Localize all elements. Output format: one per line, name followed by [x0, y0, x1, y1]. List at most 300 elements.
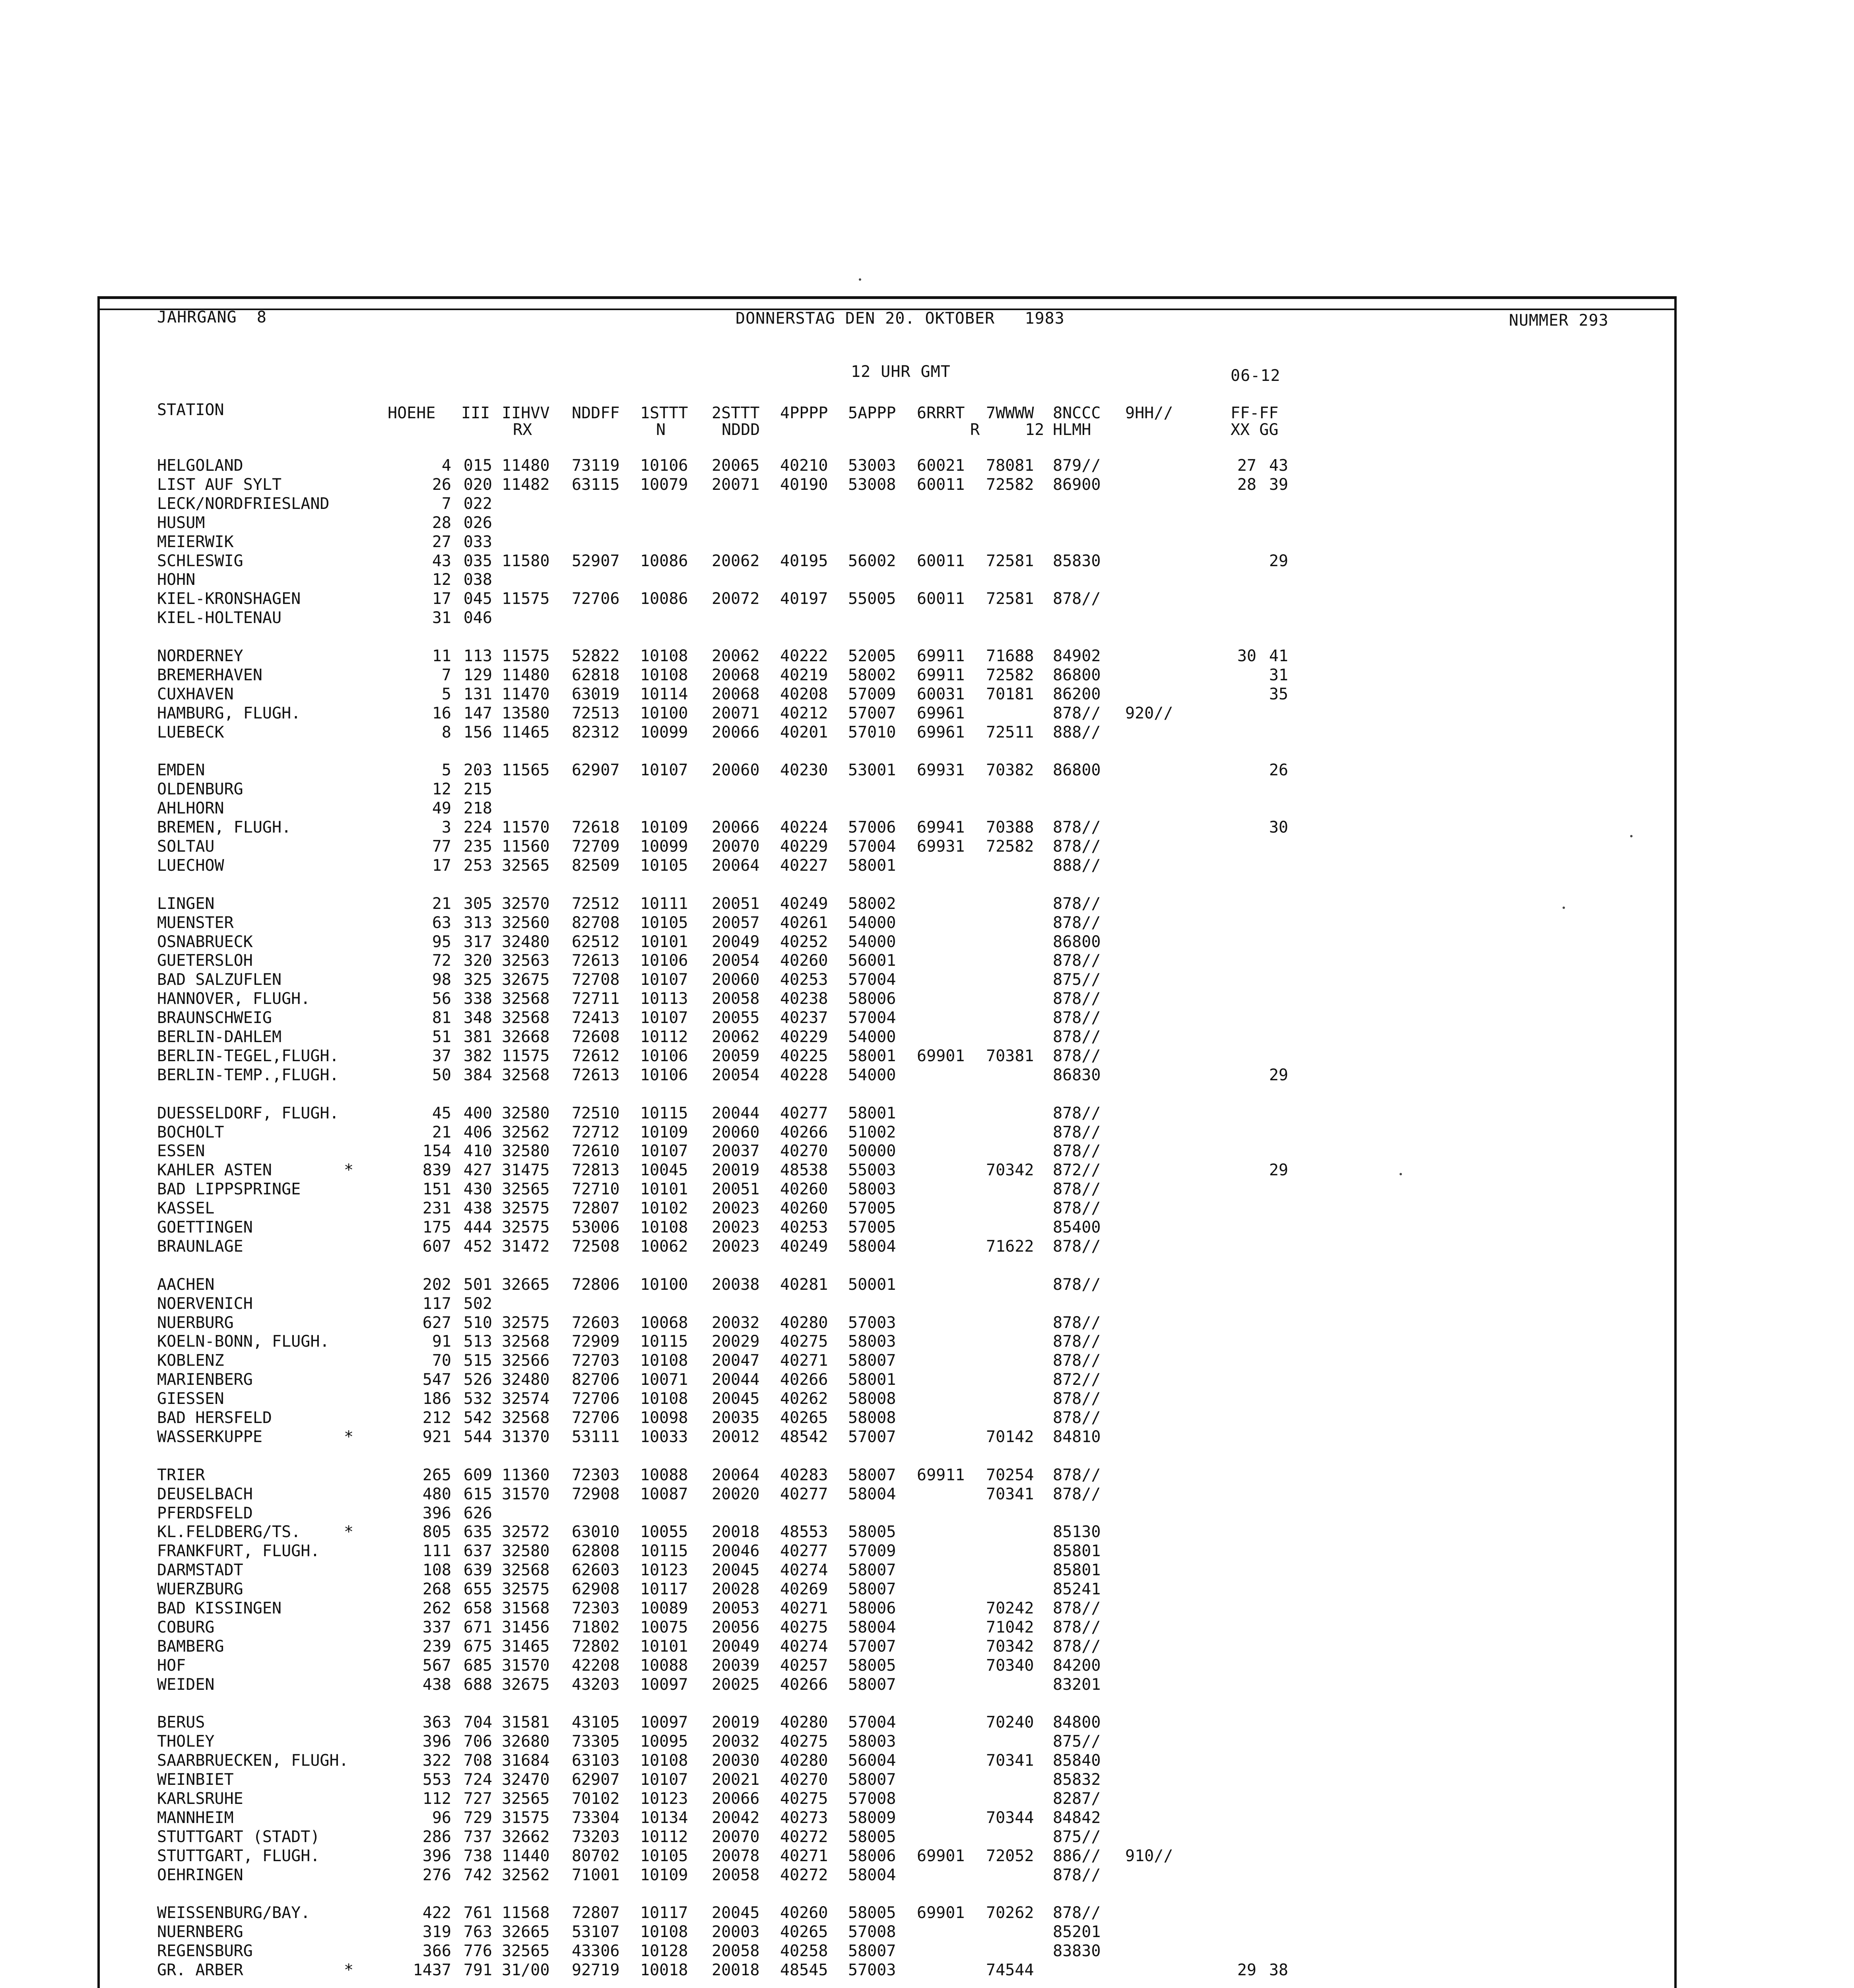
synop-group: 878// — [1053, 818, 1101, 837]
station-name: BERLIN-TEMP.,FLUGH. — [157, 1066, 339, 1084]
synop-group: 20066 — [712, 1790, 760, 1808]
synop-group: 40227 — [780, 856, 828, 875]
synop-group: 10095 — [640, 1732, 688, 1751]
station-name: SCHLESWIG — [157, 552, 243, 570]
synop-group: 71042 — [986, 1618, 1034, 1637]
station-name: AHLHORN — [157, 799, 224, 817]
synop-group: 11575 — [502, 647, 550, 665]
synop-group: 10086 — [640, 590, 688, 608]
synop-group: 70342 — [986, 1637, 1034, 1656]
station-index: 658 — [463, 1599, 492, 1617]
mountain-station-marker: * — [344, 1961, 354, 1979]
synop-group: 20046 — [712, 1542, 760, 1560]
synop-group: 85840 — [1053, 1751, 1101, 1770]
station-name: OLDENBURG — [157, 780, 243, 798]
synop-group: 86830 — [1053, 1066, 1101, 1084]
table-row — [0, 571, 1854, 589]
synop-group: 20062 — [712, 647, 760, 665]
station-name: BAD KISSINGEN — [157, 1599, 282, 1617]
station-height: 50 — [432, 1066, 451, 1084]
station-index: 348 — [463, 1009, 492, 1027]
synop-group: 57004 — [848, 1009, 896, 1027]
synop-group: 58007 — [848, 1466, 896, 1484]
synop-group: 58001 — [848, 856, 896, 875]
synop-group: 20023 — [712, 1199, 760, 1217]
synop-group: 11482 — [502, 476, 550, 494]
synop-group: 20055 — [712, 1009, 760, 1027]
table-row — [0, 590, 1854, 608]
synop-group: 10108 — [640, 1390, 688, 1408]
synop-group: 40273 — [780, 1809, 828, 1827]
synop-group: 20051 — [712, 895, 760, 913]
synop-group: 85400 — [1053, 1218, 1101, 1237]
synop-group: 11570 — [502, 818, 550, 837]
synop-group: 53003 — [848, 456, 896, 475]
synop-group: 70262 — [986, 1904, 1034, 1922]
station-name: STUTTGART (STADT) — [157, 1828, 320, 1846]
synop-group: 72581 — [986, 590, 1034, 608]
station-height: 5 — [441, 685, 451, 703]
station-height: 319 — [422, 1923, 451, 1941]
station-height: 21 — [432, 1123, 451, 1142]
synop-group: 48538 — [780, 1161, 828, 1179]
synop-group: 85830 — [1053, 552, 1101, 570]
synop-group: 40257 — [780, 1656, 828, 1675]
synop-group: 40277 — [780, 1104, 828, 1122]
synop-group: 72908 — [572, 1485, 620, 1503]
synop-group: 58007 — [848, 1771, 896, 1789]
synop-group: 20028 — [712, 1580, 760, 1598]
synop-group: 878// — [1053, 1104, 1101, 1122]
synop-group: 50000 — [848, 1142, 896, 1160]
synop-group: 11575 — [502, 1047, 550, 1065]
synop-group: 879// — [1053, 456, 1101, 475]
station-height: 70 — [432, 1351, 451, 1370]
synop-group: 53008 — [848, 476, 896, 494]
synop-group: 31370 — [502, 1428, 550, 1446]
synop-group: 10079 — [640, 476, 688, 494]
synop-group: 32665 — [502, 1923, 550, 1941]
synop-group: 878// — [1053, 590, 1101, 608]
station-height: 175 — [422, 1218, 451, 1237]
synop-group: 32570 — [502, 895, 550, 913]
synop-group: 875// — [1053, 1732, 1101, 1751]
station-name: REGENSBURG — [157, 1942, 253, 1960]
synop-group: 70181 — [986, 685, 1034, 703]
synop-group: 20049 — [712, 933, 760, 951]
col-ff: FF-FF — [1231, 404, 1279, 422]
station-height: 480 — [422, 1485, 451, 1503]
col-iihvv-sub: RX — [513, 421, 532, 439]
synop-group: 58003 — [848, 1180, 896, 1198]
station-height: 337 — [422, 1618, 451, 1637]
station-index: 639 — [463, 1561, 492, 1579]
observation-time: 12 UHR GMT — [851, 363, 951, 381]
synop-group: 40225 — [780, 1047, 828, 1065]
table-row — [0, 1771, 1854, 1789]
station-height: 72 — [432, 951, 451, 970]
synop-group: 32575 — [502, 1314, 550, 1332]
station-index: 147 — [463, 704, 492, 722]
synop-group: 60011 — [917, 552, 965, 570]
station-index: 738 — [463, 1847, 492, 1865]
station-height: 26 — [432, 476, 451, 494]
synop-group: 72582 — [986, 476, 1034, 494]
station-height: 7 — [441, 666, 451, 684]
table-row — [0, 1332, 1854, 1351]
station-height: 108 — [422, 1561, 451, 1579]
synop-group: 51002 — [848, 1123, 896, 1142]
station-height: 839 — [422, 1161, 451, 1179]
synop-group: 32568 — [502, 1009, 550, 1027]
synop-group: 53006 — [572, 1218, 620, 1237]
synop-group: 20044 — [712, 1104, 760, 1122]
synop-group: 20078 — [712, 1847, 760, 1865]
station-name: CUXHAVEN — [157, 685, 234, 703]
station-name: BOCHOLT — [157, 1123, 224, 1142]
synop-group: 10033 — [640, 1428, 688, 1446]
synop-group: 878// — [1053, 1866, 1101, 1884]
synop-group: 86800 — [1053, 761, 1101, 779]
synop-group: 32668 — [502, 1028, 550, 1046]
synop-group: 72712 — [572, 1123, 620, 1142]
synop-group: 20058 — [712, 1866, 760, 1884]
synop-group: 55003 — [848, 1161, 896, 1179]
synop-group: 72806 — [572, 1276, 620, 1294]
station-index: 430 — [463, 1180, 492, 1198]
synop-group: 32568 — [502, 1561, 550, 1579]
station-height: 921 — [422, 1428, 451, 1446]
table-row — [0, 704, 1854, 722]
synop-group: 74544 — [986, 1961, 1034, 1979]
station-index: 325 — [463, 971, 492, 989]
synop-group: 31475 — [502, 1161, 550, 1179]
synop-group: 10105 — [640, 914, 688, 932]
synop-group: 60011 — [917, 476, 965, 494]
date-label: DONNERSTAG DEN 20. OKTOBER 1983 — [736, 309, 1065, 328]
station-name: WEISSENBURG/BAY. — [157, 1904, 311, 1922]
station-height: 45 — [432, 1104, 451, 1122]
synop-group: 70254 — [986, 1466, 1034, 1484]
table-row — [0, 1675, 1854, 1694]
synop-group: 69961 — [917, 723, 965, 742]
synop-group: 10097 — [640, 1713, 688, 1732]
synop-group: 72807 — [572, 1904, 620, 1922]
synop-group: 32572 — [502, 1523, 550, 1541]
station-index: 224 — [463, 818, 492, 837]
synop-group: 10097 — [640, 1675, 688, 1694]
synop-group: 10108 — [640, 1751, 688, 1770]
synop-group: 71622 — [986, 1237, 1034, 1256]
synop-group: 84200 — [1053, 1656, 1101, 1675]
station-height: 17 — [432, 856, 451, 875]
synop-group: 58002 — [848, 666, 896, 684]
station-height: 151 — [422, 1180, 451, 1198]
station-name: KIEL-KRONSHAGEN — [157, 590, 301, 608]
station-name: DUESSELDORF, FLUGH. — [157, 1104, 339, 1122]
station-index: 763 — [463, 1923, 492, 1941]
table-row — [0, 1923, 1854, 1941]
synop-group: 53111 — [572, 1428, 620, 1446]
synop-group: 20068 — [712, 685, 760, 703]
col-8nccc-sub: HLMH — [1053, 421, 1091, 439]
synop-group: 10106 — [640, 1047, 688, 1065]
synop-group: 40275 — [780, 1618, 828, 1637]
table-row — [0, 1066, 1854, 1084]
gust-gg: 38 — [1269, 1961, 1288, 1979]
synop-group: 63010 — [572, 1523, 620, 1541]
synop-group: 20018 — [712, 1523, 760, 1541]
station-height: 607 — [422, 1237, 451, 1256]
synop-group: 40270 — [780, 1771, 828, 1789]
synop-group: 20023 — [712, 1218, 760, 1237]
station-height: 396 — [422, 1504, 451, 1522]
synop-group: 40212 — [780, 704, 828, 722]
gust-gg: 30 — [1269, 818, 1288, 837]
station-name: KL.FELDBERG/TS. — [157, 1523, 301, 1541]
synop-group: 40253 — [780, 971, 828, 989]
synop-group: 82312 — [572, 723, 620, 742]
station-height: 231 — [422, 1199, 451, 1217]
synop-group: 10117 — [640, 1580, 688, 1598]
station-index: 688 — [463, 1675, 492, 1694]
table-row — [0, 1542, 1854, 1560]
table-row — [0, 895, 1854, 913]
col-iihvv: IIHVV — [502, 404, 550, 422]
synop-group: 63115 — [572, 476, 620, 494]
synop-group: 10088 — [640, 1656, 688, 1675]
synop-group: 69901 — [917, 1047, 965, 1065]
table-row — [0, 1428, 1854, 1446]
station-name: BREMERHAVEN — [157, 666, 262, 684]
synop-group: 58001 — [848, 1371, 896, 1389]
synop-group: 40253 — [780, 1218, 828, 1237]
col-1sttt-sub: N — [656, 421, 666, 439]
table-row — [0, 1790, 1854, 1808]
station-height: 112 — [422, 1790, 451, 1808]
synop-group: 20059 — [712, 1047, 760, 1065]
synop-group: 10106 — [640, 951, 688, 970]
station-index: 038 — [463, 571, 492, 589]
station-name: BAMBERG — [157, 1637, 224, 1656]
synop-group: 58001 — [848, 1047, 896, 1065]
station-index: 526 — [463, 1371, 492, 1389]
station-name: KOELN-BONN, FLUGH. — [157, 1332, 330, 1351]
station-name: HELGOLAND — [157, 456, 243, 475]
station-index: 235 — [463, 837, 492, 856]
synop-group: 10123 — [640, 1790, 688, 1808]
gust-ff: 30 — [1237, 647, 1256, 665]
table-row — [0, 1199, 1854, 1217]
station-index: 609 — [463, 1466, 492, 1484]
synop-group: 20062 — [712, 1028, 760, 1046]
station-name: OEHRINGEN — [157, 1866, 243, 1884]
synop-group: 58003 — [848, 1732, 896, 1751]
station-name: LECK/NORDFRIESLAND — [157, 495, 330, 513]
synop-group: 13580 — [502, 704, 550, 722]
synop-group: 62512 — [572, 933, 620, 951]
synop-group: 58007 — [848, 1942, 896, 1960]
synop-group: 43306 — [572, 1942, 620, 1960]
synop-group: 48545 — [780, 1961, 828, 1979]
synop-group: 32580 — [502, 1142, 550, 1160]
synop-group: 20066 — [712, 818, 760, 837]
station-height: 567 — [422, 1656, 451, 1675]
synop-group: 20039 — [712, 1656, 760, 1675]
station-height: 16 — [432, 704, 451, 722]
synop-group: 72708 — [572, 971, 620, 989]
synop-group: 40258 — [780, 1942, 828, 1960]
synop-group: 11465 — [502, 723, 550, 742]
table-row — [0, 933, 1854, 951]
synop-group: 40195 — [780, 552, 828, 570]
station-height: 186 — [422, 1390, 451, 1408]
synop-group: 878// — [1053, 1028, 1101, 1046]
synop-group: 63103 — [572, 1751, 620, 1770]
synop-group: 878// — [1053, 1142, 1101, 1160]
station-height: 95 — [432, 933, 451, 951]
synop-group: 70341 — [986, 1485, 1034, 1503]
station-height: 627 — [422, 1314, 451, 1332]
station-index: 513 — [463, 1332, 492, 1351]
synop-group: 20023 — [712, 1237, 760, 1256]
synop-group: 57007 — [848, 1428, 896, 1446]
station-height: 438 — [422, 1675, 451, 1694]
station-index: 438 — [463, 1199, 492, 1217]
synop-group: 10102 — [640, 1199, 688, 1217]
synop-group: 85201 — [1053, 1923, 1101, 1941]
synop-group: 82708 — [572, 914, 620, 932]
synop-group: 43105 — [572, 1713, 620, 1732]
station-name: GR. ARBER — [157, 1961, 243, 1979]
col-9hh: 9HH// — [1125, 404, 1173, 422]
station-index: 729 — [463, 1809, 492, 1827]
synop-group: 20060 — [712, 971, 760, 989]
synop-group: 58001 — [848, 1104, 896, 1122]
station-height: 322 — [422, 1751, 451, 1770]
synop-group: 57008 — [848, 1790, 896, 1808]
synop-group: 10101 — [640, 1180, 688, 1198]
station-name: HOHN — [157, 571, 196, 589]
synop-group: 40260 — [780, 1904, 828, 1922]
table-row — [0, 990, 1854, 1008]
station-index: 626 — [463, 1504, 492, 1522]
station-name: BAD LIPPSPRINGE — [157, 1180, 301, 1198]
station-name: COBURG — [157, 1618, 215, 1637]
station-name: GIESSEN — [157, 1390, 224, 1408]
synop-group: 10134 — [640, 1809, 688, 1827]
station-index: 410 — [463, 1142, 492, 1160]
synop-group: 40238 — [780, 990, 828, 1008]
table-row — [0, 1561, 1854, 1579]
station-name: MUENSTER — [157, 914, 234, 932]
station-name: KIEL-HOLTENAU — [157, 609, 282, 627]
table-row — [0, 723, 1854, 742]
synop-group: 32580 — [502, 1542, 550, 1560]
synop-group: 82509 — [572, 856, 620, 875]
table-row — [0, 1028, 1854, 1046]
station-height: 547 — [422, 1371, 451, 1389]
station-index: 215 — [463, 780, 492, 798]
synop-group: 878// — [1053, 1618, 1101, 1637]
synop-group: 48542 — [780, 1428, 828, 1446]
synop-group: 69901 — [917, 1904, 965, 1922]
gust-gg: 35 — [1269, 685, 1288, 703]
synop-group: 70344 — [986, 1809, 1034, 1827]
synop-group: 57010 — [848, 723, 896, 742]
station-index: 033 — [463, 533, 492, 551]
station-index: 761 — [463, 1904, 492, 1922]
synop-group: 40262 — [780, 1390, 828, 1408]
synop-group: 32470 — [502, 1771, 550, 1789]
station-index: 776 — [463, 1942, 492, 1960]
synop-group: 86200 — [1053, 685, 1101, 703]
synop-group: 20025 — [712, 1675, 760, 1694]
synop-group: 40265 — [780, 1409, 828, 1427]
table-row — [0, 1218, 1854, 1237]
station-index: 742 — [463, 1866, 492, 1884]
table-row — [0, 1523, 1854, 1541]
synop-group: 84810 — [1053, 1428, 1101, 1446]
synop-group: 70102 — [572, 1790, 620, 1808]
station-index: 131 — [463, 685, 492, 703]
synop-group: 10098 — [640, 1409, 688, 1427]
synop-group: 20045 — [712, 1904, 760, 1922]
synop-group: 878// — [1053, 951, 1101, 970]
station-name: KAHLER ASTEN — [157, 1161, 272, 1179]
synop-group: 40270 — [780, 1142, 828, 1160]
synop-group: 886// — [1053, 1847, 1101, 1865]
station-index: 502 — [463, 1295, 492, 1313]
station-height: 91 — [432, 1332, 451, 1351]
synop-group: 57008 — [848, 1923, 896, 1941]
synop-group: 878// — [1053, 1409, 1101, 1427]
synop-group: 20058 — [712, 990, 760, 1008]
station-index: 046 — [463, 609, 492, 627]
synop-group: 58006 — [848, 1599, 896, 1617]
synop-group: 20019 — [712, 1161, 760, 1179]
station-index: 129 — [463, 666, 492, 684]
synop-group: 10115 — [640, 1332, 688, 1351]
synop-group: 72512 — [572, 895, 620, 913]
synop-group: 58003 — [848, 1332, 896, 1351]
table-row — [0, 456, 1854, 475]
synop-group: 62818 — [572, 666, 620, 684]
synop-group: 10115 — [640, 1542, 688, 1560]
synop-group: 10099 — [640, 837, 688, 856]
synop-group: 58008 — [848, 1390, 896, 1408]
synop-group: 40252 — [780, 933, 828, 951]
col-5appp: 5APPP — [848, 404, 896, 422]
station-height: 51 — [432, 1028, 451, 1046]
synop-group: 32480 — [502, 933, 550, 951]
synop-group: 11480 — [502, 456, 550, 475]
synop-group: 58004 — [848, 1618, 896, 1637]
station-index: 320 — [463, 951, 492, 970]
synop-group: 53001 — [848, 761, 896, 779]
issue-number: NUMMER 293 — [1509, 311, 1609, 330]
synop-group: 86800 — [1053, 933, 1101, 951]
station-index: 020 — [463, 476, 492, 494]
col-7wwww: 7WWWW — [986, 404, 1034, 422]
station-height: 17 — [432, 590, 451, 608]
synop-group: 20018 — [712, 1961, 760, 1979]
station-height: 4 — [441, 456, 451, 475]
synop-group: 32568 — [502, 990, 550, 1008]
synop-group: 73305 — [572, 1732, 620, 1751]
synop-group: 53107 — [572, 1923, 620, 1941]
synop-group: 10086 — [640, 552, 688, 570]
